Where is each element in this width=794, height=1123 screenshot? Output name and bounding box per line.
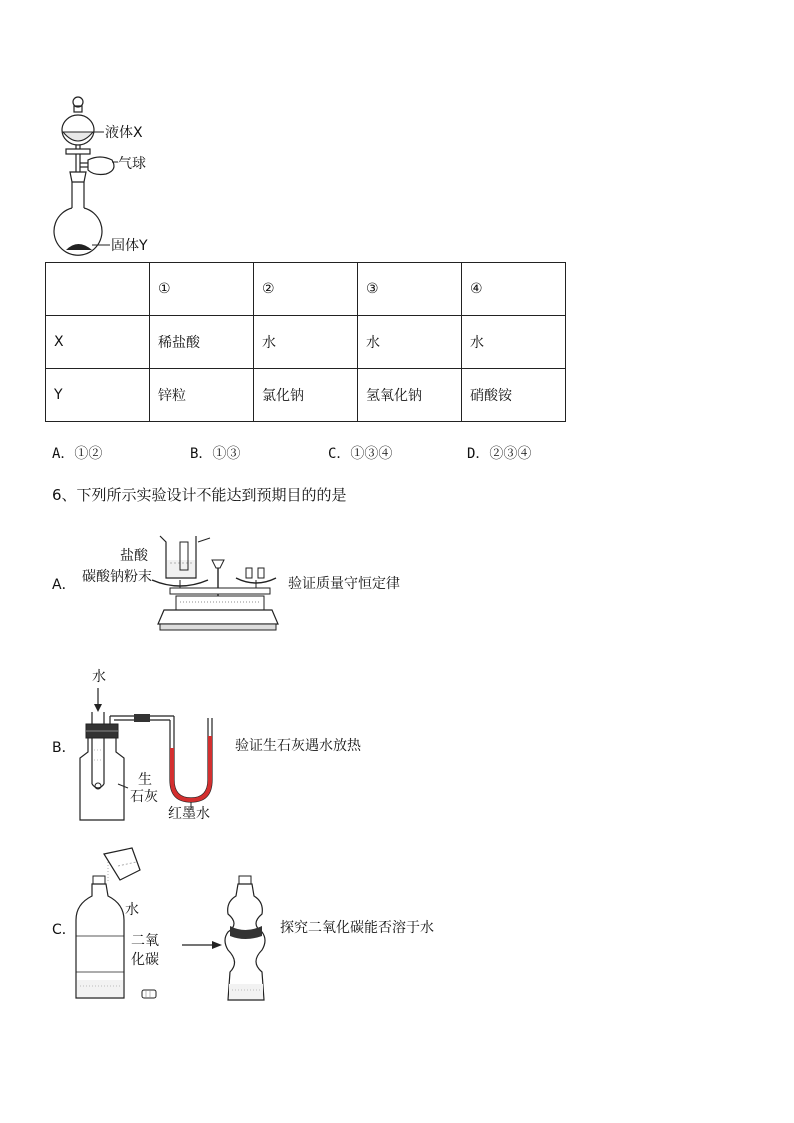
label-co2-2: 化碳	[131, 952, 159, 968]
desc-a: 验证质量守恒定律	[288, 576, 400, 592]
label-quicklime-2: 石灰	[130, 789, 158, 805]
label-water-b: 水	[92, 669, 106, 685]
table-cell: 水	[358, 316, 462, 369]
label-hydrochloric-acid: 盐酸	[120, 548, 148, 564]
option-b: B．①③	[190, 446, 241, 462]
reagent-table	[45, 262, 566, 422]
table-row	[46, 316, 566, 369]
table-cell: 锌粒	[150, 369, 254, 422]
label-quicklime-1: 生	[138, 772, 152, 788]
option-d: D．②③④	[467, 446, 532, 462]
table-cell: 水	[462, 316, 566, 369]
table-cell: ③	[358, 263, 462, 316]
table-row	[46, 263, 566, 316]
desc-b: 验证生石灰遇水放热	[235, 738, 361, 754]
q6-letter-a: A．	[52, 577, 76, 593]
table-cell: 硝酸铵	[462, 369, 566, 422]
table-cell: 稀盐酸	[150, 316, 254, 369]
label-liquid-x: 液体X	[105, 125, 143, 141]
table-row	[46, 369, 566, 422]
option-c: C．①③④	[328, 446, 393, 462]
label-balloon: 气球	[118, 156, 146, 172]
desc-c: 探究二氧化碳能否溶于水	[280, 920, 434, 936]
table-cell: ②	[254, 263, 358, 316]
label-red-ink: 红墨水	[168, 806, 210, 822]
table-cell: 氯化钠	[254, 369, 358, 422]
label-solid-y: 固体Y	[111, 238, 148, 254]
label-water-c: 水	[125, 902, 139, 918]
q6-letter-b: B．	[52, 740, 76, 756]
question-6-title: 6、下列所示实验设计不能达到预期目的的是	[52, 486, 347, 504]
table-cell: Y	[46, 369, 150, 422]
table-cell: X	[46, 316, 150, 369]
label-sodium-carbonate: 碳酸钠粉末	[82, 569, 152, 585]
table-cell: ④	[462, 263, 566, 316]
option-a: A．①②	[52, 446, 103, 462]
table-cell: 氢氧化钠	[358, 369, 462, 422]
label-co2-1: 二氧	[131, 933, 159, 949]
quicklime-diagram	[0, 680, 794, 840]
table-cell: 水	[254, 316, 358, 369]
table-cell: ①	[150, 263, 254, 316]
table-cell	[46, 263, 150, 316]
q6-letter-c: C．	[52, 922, 76, 938]
